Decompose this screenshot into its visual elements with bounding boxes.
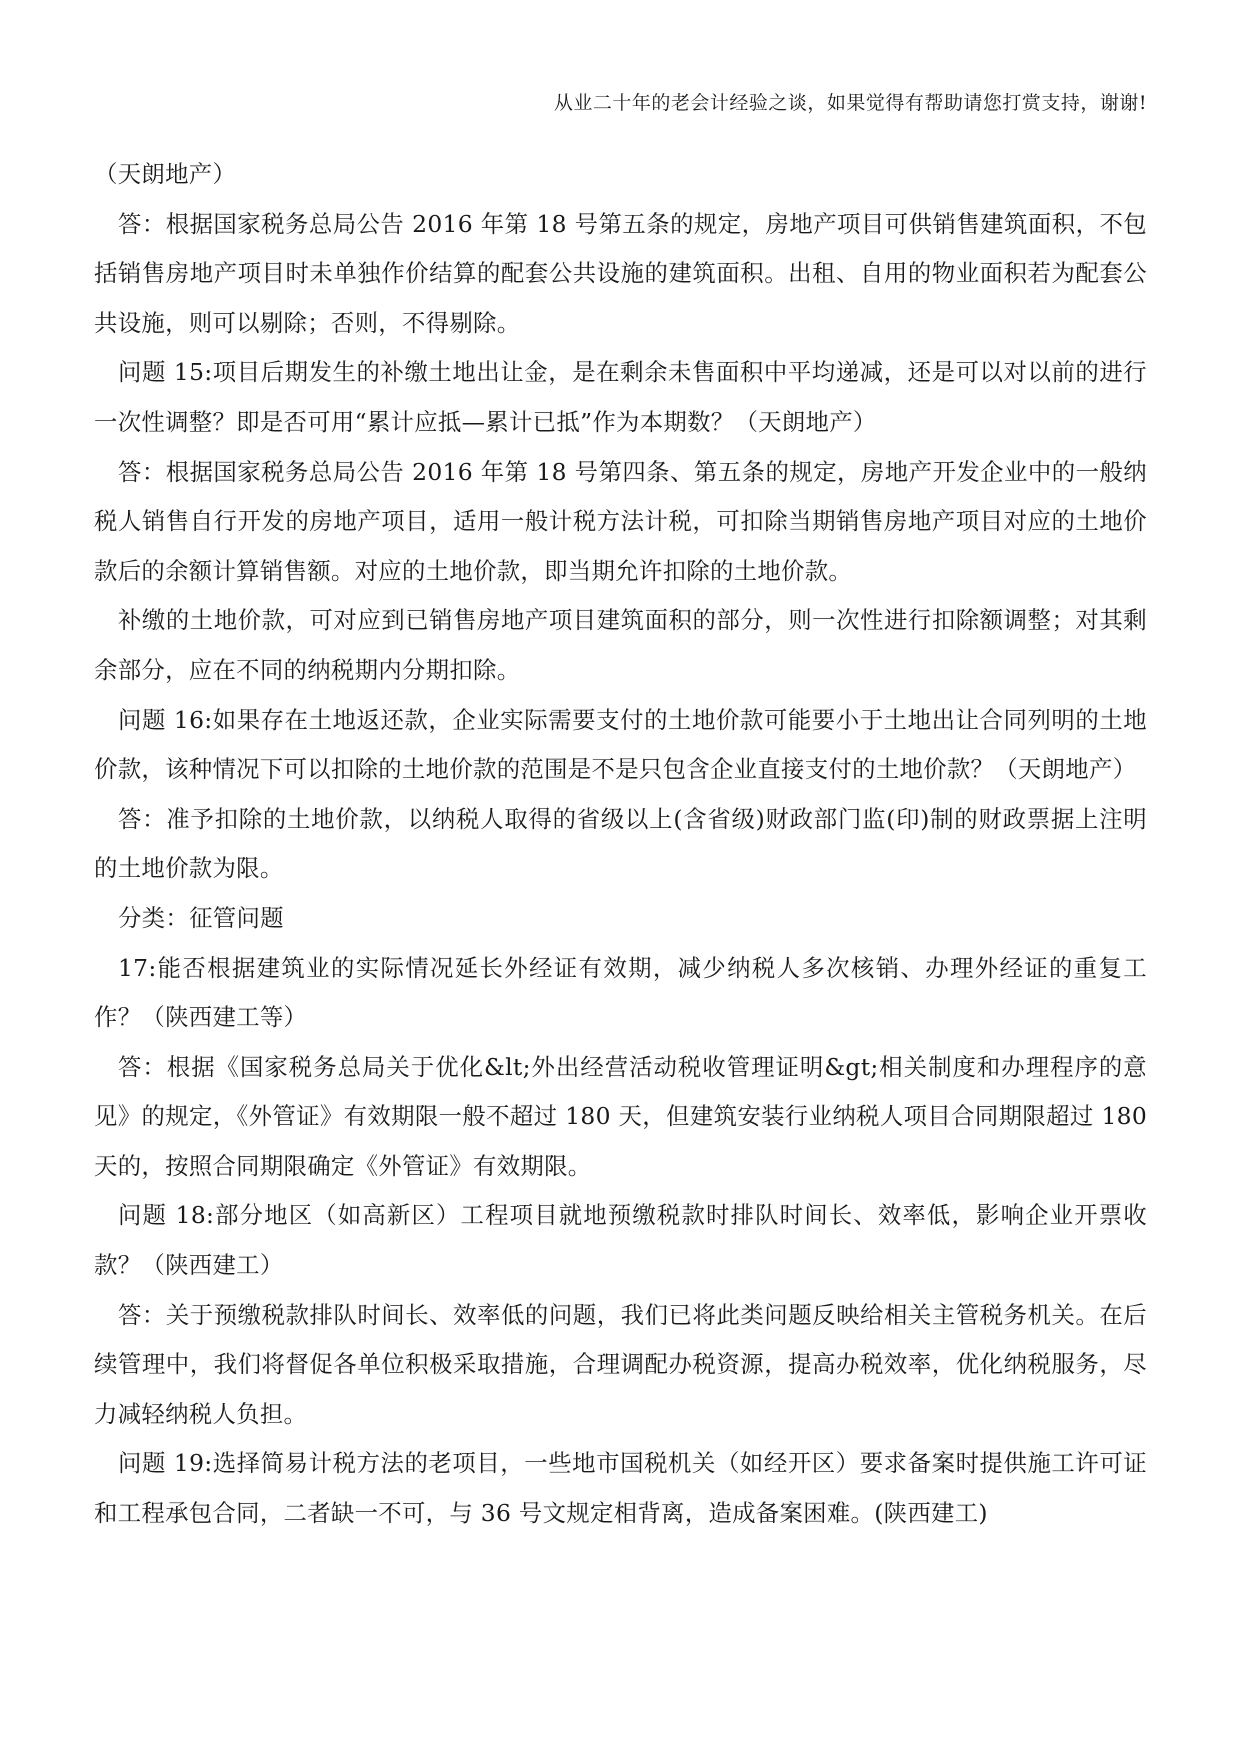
paragraph-6: 问题 16:如果存在土地返还款，企业实际需要支付的土地价款可能要小于土地出让合同列明的土地价款，该种情况下可以扣除的土地价款的范围是不是只包含企业直接支付的土地价款？（天朗地产） xyxy=(94,705,1147,784)
paragraph-11: 问题 18:部分地区（如高新区）工程项目就地预缴税款时排队时间长、效率低，影响企业开票收款？（陕西建工） xyxy=(94,1201,1147,1280)
paragraph-1: （天朗地产） xyxy=(94,160,237,188)
paragraph-8: 分类：征管问题 xyxy=(118,903,284,932)
paragraph-7: 答：准予扣除的土地价款，以纳税人取得的省级以上(含省级)财政部门监(印)制的财政票据上注明的土地价款为限。 xyxy=(94,804,1147,883)
paragraph-3: 问题 15:项目后期发生的补缴土地出让金，是在剩余未售面积中平均递减，还是可以对以前的进行一次性调整？即是否可用“累计应抵—累计已抵”作为本期数？（天朗地产） xyxy=(94,358,1147,436)
paragraph-10: 答：根据《国家税务总局关于优化&lt;外出经营活动税收管理证明&gt;相关制度和办理程序的意见》的规定，《外管证》有效期限一般不超过 180 天，但建筑安装行业纳税人项目合同期限超过 180 天的，按照合同期限确定《外管证》有效期限。 xyxy=(94,1052,1147,1180)
paragraph-4: 答：根据国家税务总局公告 2016 年第 18 号第四条、第五条的规定，房地产开发企业中的一般纳税人销售自行开发的房地产项目，适用一般计税方法计税，可扣除当期销售房地产项目对应的土地价款后的余额计算销售额。对应的土地价款，即当期允许扣除的土地价款。 xyxy=(94,457,1147,585)
paragraph-12: 答：关于预缴税款排队时间长、效率低的问题，我们已将此类问题反映给相关主管税务机关。在后续管理中，我们将督促各单位积极采取措施，合理调配办税资源，提高办税效率，优化纳税服务，尽力减轻纳税人负担。 xyxy=(94,1300,1147,1428)
header-note: 从业二十年的老会计经验之谈，如果觉得有帮助请您打赏支持，谢谢! xyxy=(553,92,1147,114)
paragraph-2: 答：根据国家税务总局公告 2016 年第 18 号第五条的规定，房地产项目可供销售建筑面积，不包括销售房地产项目时未单独作价结算的配套公共设施的建筑面积。出租、自用的物业面积若为配套公共设施，则可以剔除；否则，不得剔除。 xyxy=(94,209,1147,337)
paragraph-5: 补缴的土地价款，可对应到已销售房地产项目建筑面积的部分，则一次性进行扣除额调整；对其剩余部分，应在不同的纳税期内分期扣除。 xyxy=(94,606,1147,684)
paragraph-9: 17:能否根据建筑业的实际情况延长外经证有效期，减少纳税人多次核销、办理外经证的重复工作？（陕西建工等） xyxy=(94,953,1147,1032)
paragraph-13: 问题 19:选择简易计税方法的老项目，一些地市国税机关（如经开区）要求备案时提供施工许可证和工程承包合同，二者缺一不可，与 36 号文规定相背离，造成备案困难。(陕西建工) xyxy=(94,1449,1147,1528)
document-body xyxy=(94,150,1147,1539)
